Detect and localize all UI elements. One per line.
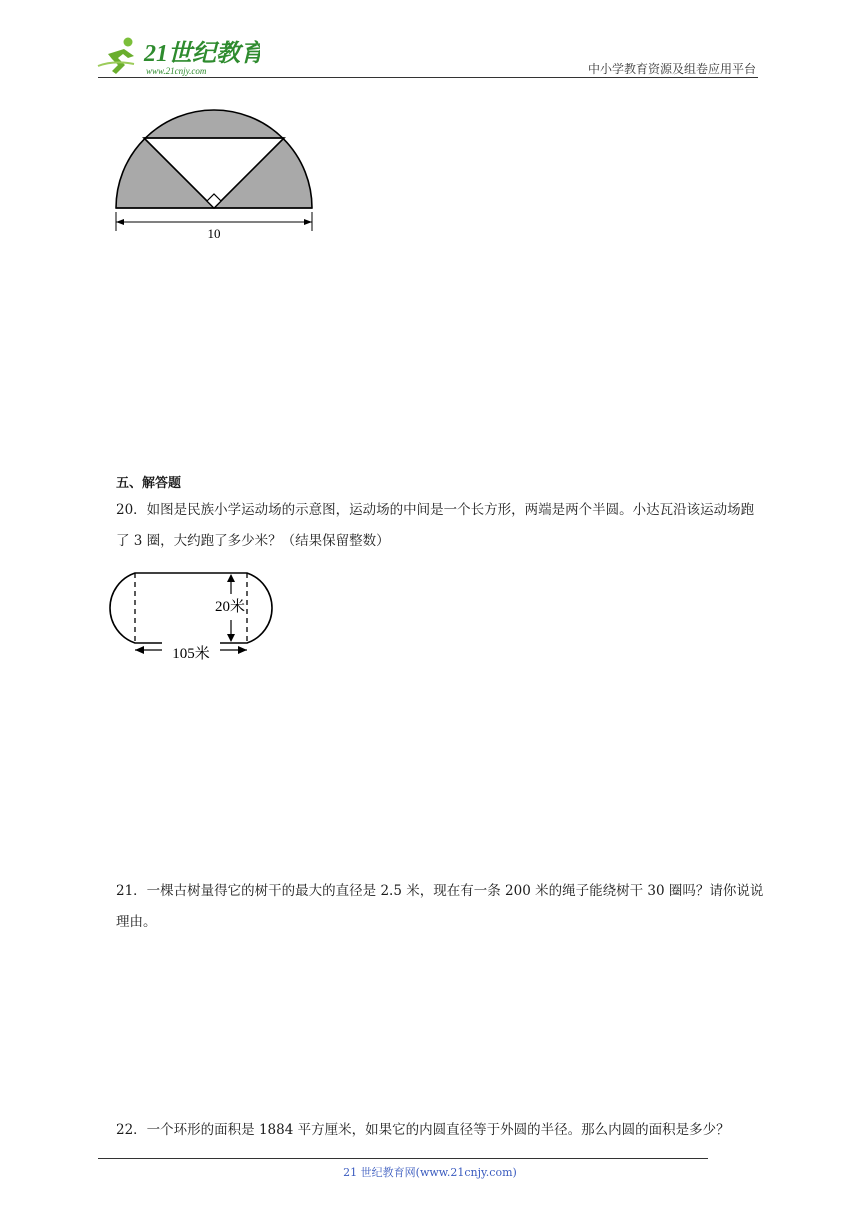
arrow-up-icon [227, 574, 235, 582]
site-tagline: 中小学教育资源及组卷应用平台 [587, 62, 756, 76]
question-20: 20．如图是民族小学运动场的示意图，运动场的中间是一个长方形，两端是两个半圆。小达瓦沿该运动场跑了 3 圈，大约跑了多少米？（结果保留整数） [116, 502, 755, 549]
arrow-down-icon [227, 634, 235, 642]
header-divider [98, 77, 758, 78]
arrow-left-icon [135, 646, 144, 654]
logo-text: 21世纪教育 [144, 41, 260, 67]
logo-url: www.21cnjy.com [146, 66, 207, 76]
semicircle-figure [110, 100, 320, 245]
question-22: 22．一个环形的面积是 1884 平方厘米，如果它的内圆直径等于外圆的半径。那么内圆的面积是多少？ [116, 1122, 730, 1138]
footer-text: 21 世纪教育网(www.21cnjy.com) [343, 1166, 517, 1179]
footer-divider [98, 1158, 708, 1159]
width-label: 20米 [214, 599, 246, 615]
arrow-right-icon [238, 646, 247, 654]
section-title: 五、解答题 [116, 476, 182, 491]
runner-logo-icon [98, 38, 134, 75]
diameter-label: 10 [207, 226, 221, 241]
site-logo [94, 34, 260, 78]
question-21: 21．一棵古树量得它的树干的最大的直径是 2.5 米，现在有一条 200 米的绳子能绕树干 30 圈吗？请你说说理由。 [116, 883, 764, 930]
length-label: 105米 [172, 646, 210, 660]
track-outline [110, 573, 272, 643]
arrow-left-icon [116, 219, 124, 225]
arrow-right-icon [304, 219, 312, 225]
track-figure [98, 568, 288, 660]
